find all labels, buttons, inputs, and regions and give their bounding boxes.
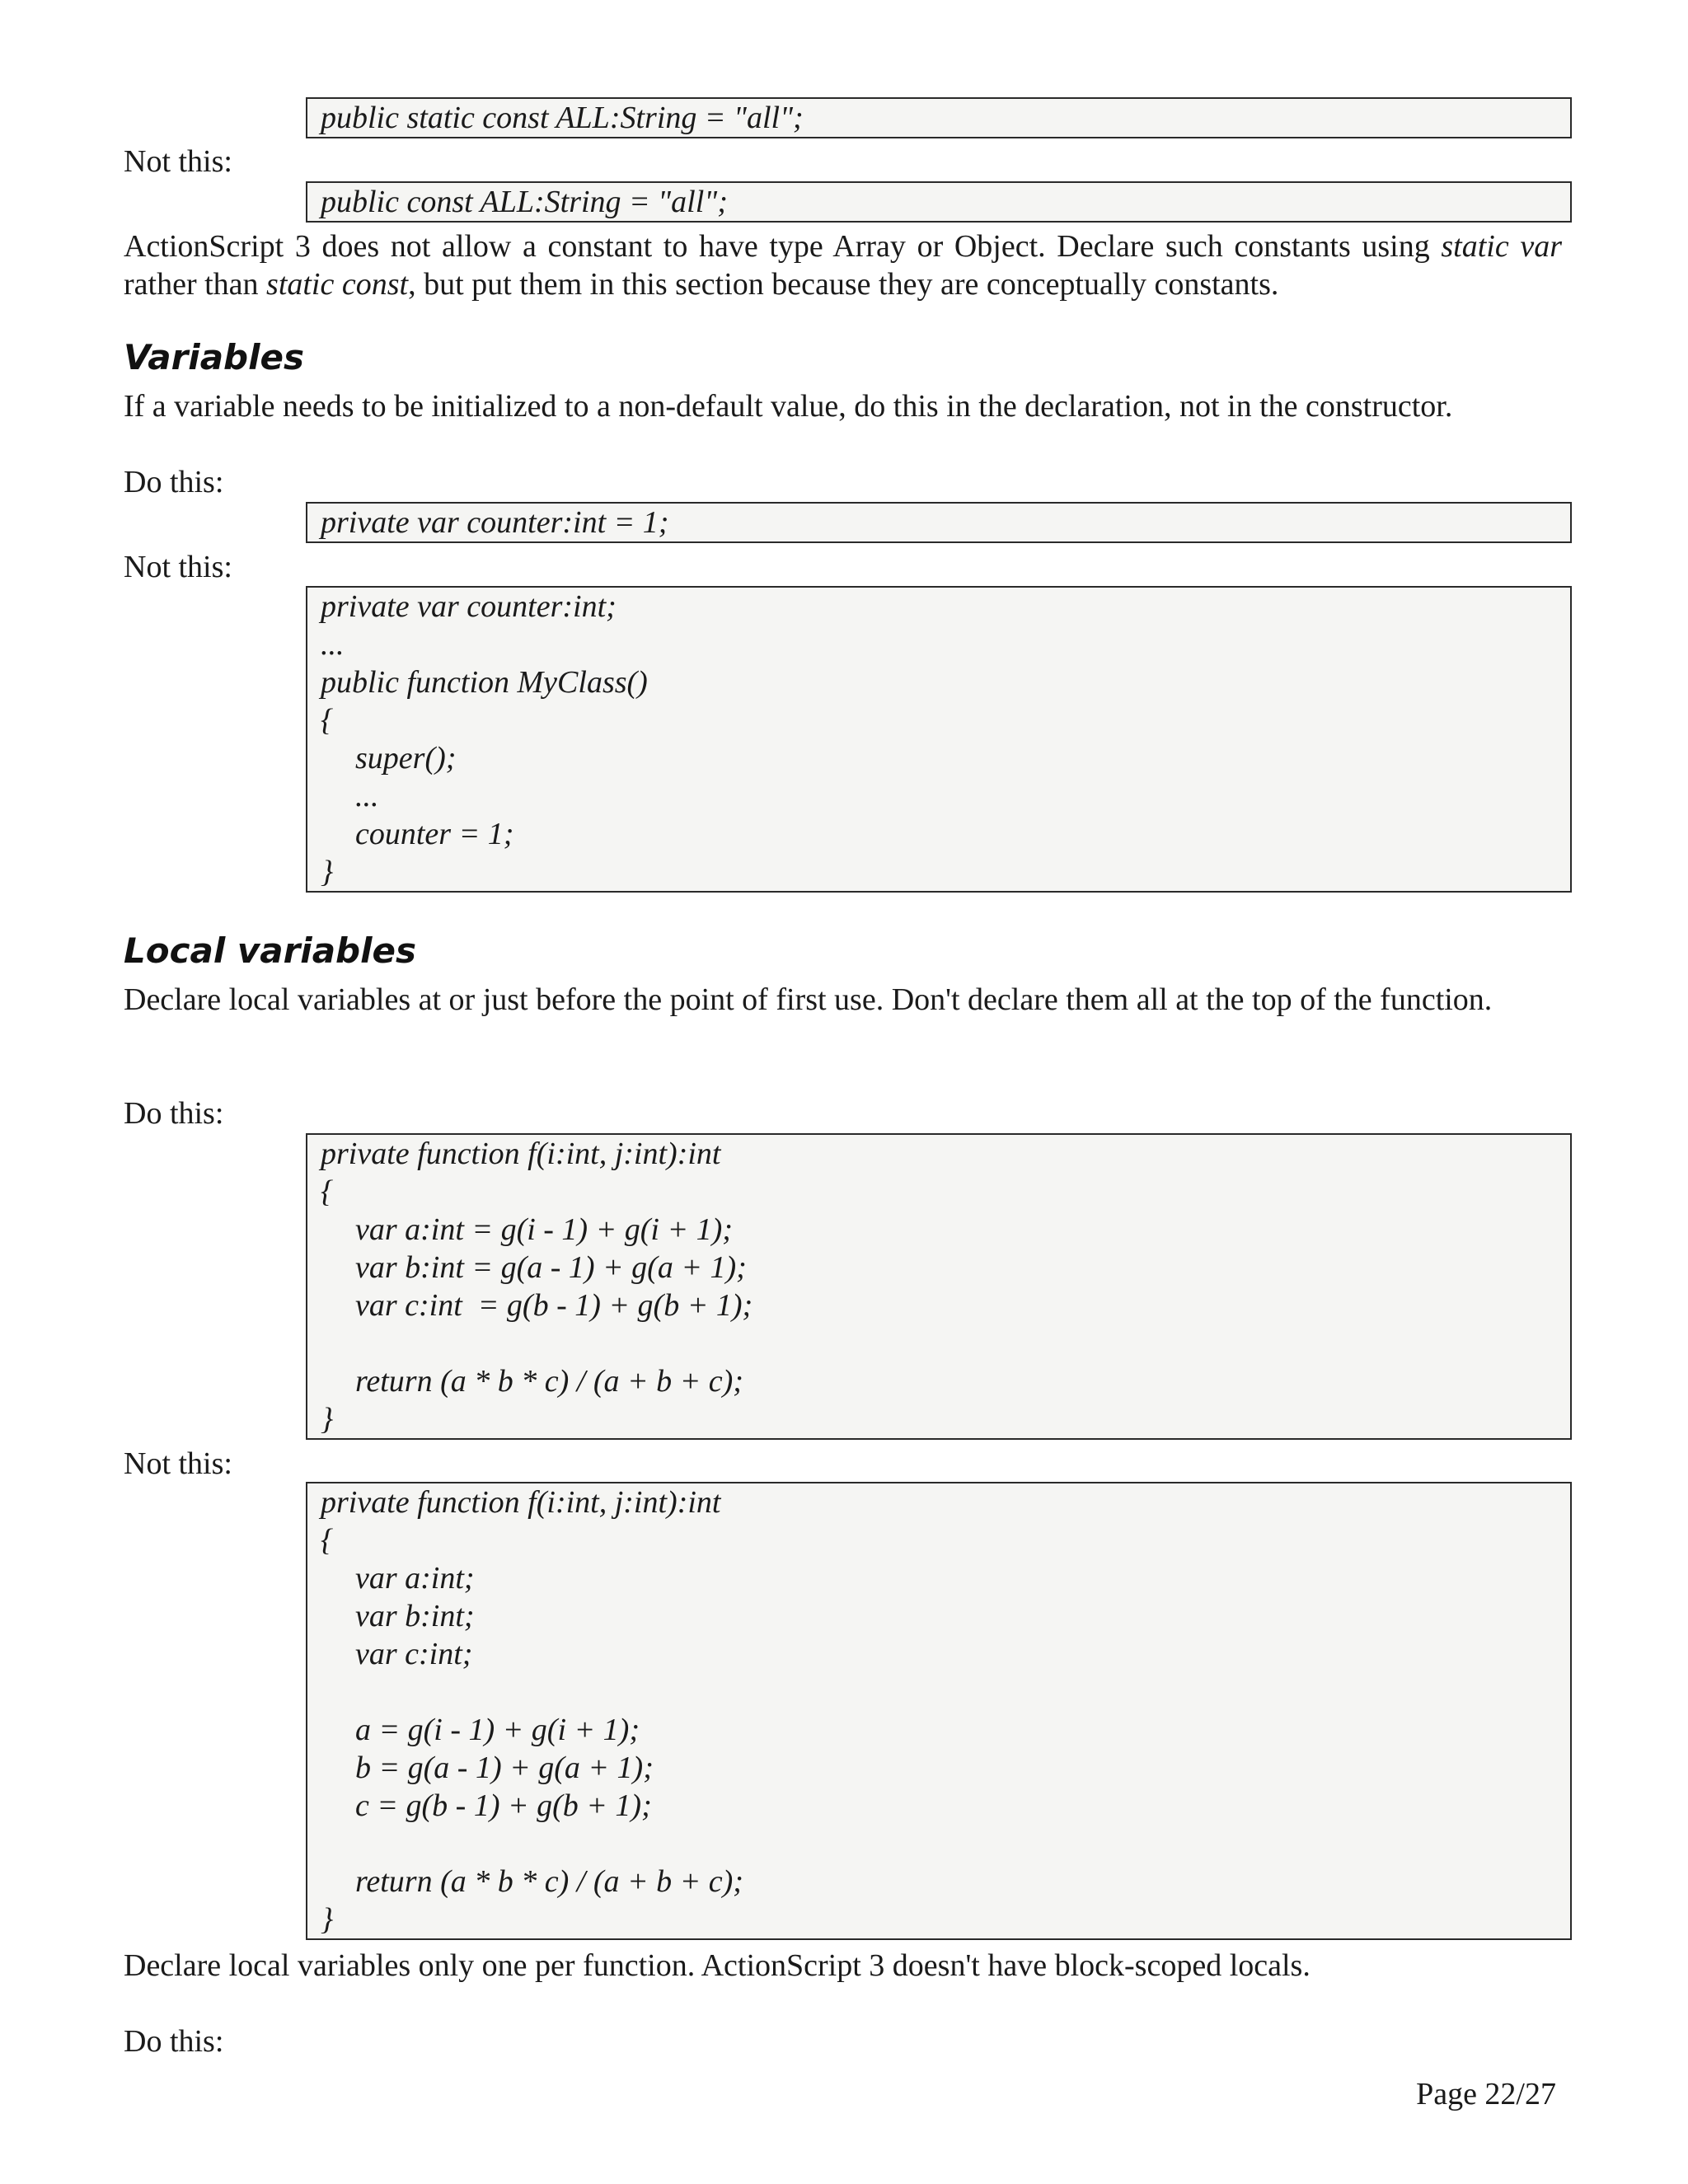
- code-line: public function MyClass(): [321, 665, 648, 700]
- text-run: rather than: [124, 267, 267, 302]
- code-block-locals-not: [306, 1482, 1572, 1940]
- code-block-const-do: [306, 97, 1572, 138]
- paragraph-locals-outro: Declare local variables only one per function. ActionScript 3 doesn't have block-scoped locals.: [124, 1948, 1311, 1983]
- text-emphasis: static const: [266, 267, 409, 302]
- not-this-label: Not this:: [124, 550, 232, 584]
- code-line: var a:int = g(i - 1) + g(i + 1);: [355, 1212, 733, 1247]
- code-line: {: [321, 703, 334, 738]
- code-line: {: [321, 1174, 334, 1209]
- text-run: , but put them in this section because they are conceptually constants.: [408, 267, 1279, 302]
- code-block-const-not: [306, 181, 1572, 223]
- code-line: private var counter:int = 1;: [321, 505, 669, 540]
- code-line: var c:int;: [355, 1637, 473, 1671]
- code-line: [321, 1673, 1570, 1711]
- not-this-label: Not this:: [124, 1446, 232, 1481]
- code-line: ...: [321, 627, 345, 662]
- code-line: }: [321, 855, 334, 889]
- code-block-variables-do: [306, 502, 1572, 543]
- code-line: c = g(b - 1) + g(b + 1);: [355, 1788, 652, 1823]
- code-line: }: [321, 1902, 334, 1937]
- code-line: public static const ALL:String = "all";: [321, 101, 804, 135]
- paragraph-constants: [124, 227, 1562, 303]
- section-heading-variables: Variables: [124, 337, 304, 377]
- code-line: public const ALL:String = "all";: [321, 185, 728, 219]
- do-this-label: Do this:: [124, 465, 224, 499]
- code-line: var a:int;: [355, 1561, 475, 1596]
- code-line: private function f(i:int, j:int):int: [321, 1137, 721, 1171]
- code-block-locals-do: [306, 1133, 1572, 1440]
- code-line: var b:int;: [355, 1599, 475, 1633]
- text-run: ActionScript 3 does not allow a constant to have type Array or Object. Declare such constants using: [124, 229, 1442, 264]
- code-line: [321, 1324, 1570, 1362]
- code-line: a = g(i - 1) + g(i + 1);: [355, 1713, 640, 1747]
- code-line: return (a * b * c) / (a + b + c);: [355, 1364, 743, 1399]
- code-line: var c:int = g(b - 1) + g(b + 1);: [355, 1288, 753, 1323]
- code-line: b = g(a - 1) + g(a + 1);: [355, 1750, 654, 1785]
- code-line: {: [321, 1523, 334, 1558]
- text-emphasis: static var: [1441, 229, 1562, 264]
- section-heading-local-variables: Local variables: [124, 930, 416, 971]
- code-line: counter = 1;: [355, 817, 514, 851]
- do-this-label: Do this:: [124, 1096, 224, 1131]
- code-block-variables-not: [306, 586, 1572, 893]
- code-line: }: [321, 1402, 334, 1436]
- paragraph-variables-intro: If a variable needs to be initialized to a non-default value, do this in the declaration, not in the constructor.: [124, 389, 1453, 424]
- code-line: private var counter:int;: [321, 589, 617, 624]
- paragraph-locals-intro: Declare local variables at or just before the point of first use. Don't declare them all at the top of the function.: [124, 982, 1493, 1017]
- code-line: var b:int = g(a - 1) + g(a + 1);: [355, 1250, 747, 1285]
- code-line: private function f(i:int, j:int):int: [321, 1485, 721, 1520]
- code-line: ...: [355, 779, 379, 813]
- not-this-label: Not this:: [124, 144, 232, 179]
- code-line: [321, 1825, 1570, 1863]
- do-this-label: Do this:: [124, 2024, 224, 2059]
- page-number: Page 22/27: [1416, 2077, 1556, 2111]
- code-line: super();: [355, 741, 457, 776]
- code-line: return (a * b * c) / (a + b + c);: [355, 1864, 743, 1899]
